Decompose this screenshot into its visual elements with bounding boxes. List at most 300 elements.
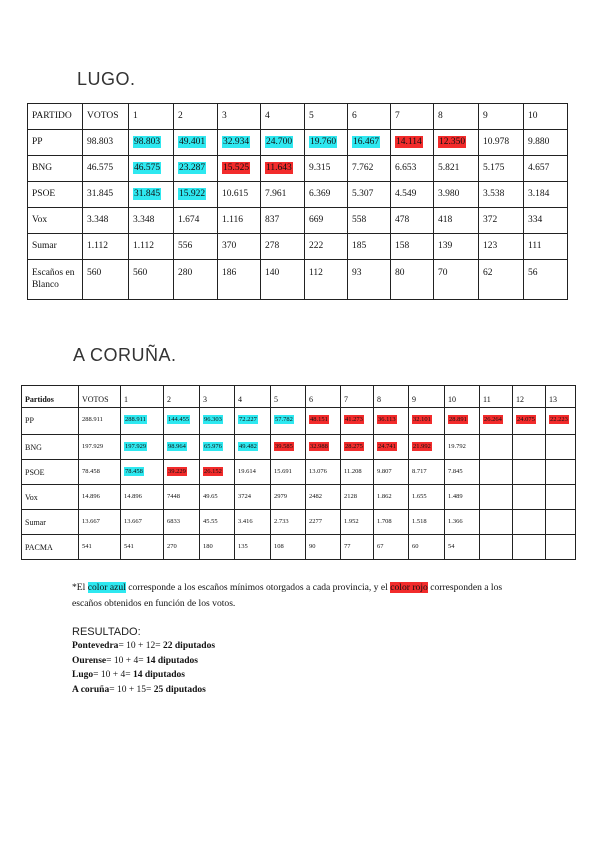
lugo-quotient-cell [434,208,479,234]
coruna-quotient-value: 13.667 [124,518,142,525]
coruna-quotient-cell [271,535,306,560]
lugo-party-cell: PP [28,130,83,156]
coruna-quotient-value: 3.416 [238,518,253,525]
lugo-quotient-value: 80 [395,268,405,278]
lugo-quotient-cell [434,182,479,208]
coruna-quotient-value: 19.792 [448,443,466,450]
coruna-quotient-value: 90 [309,543,316,550]
lugo-header-cell: 1 [129,104,174,130]
coruna-quotient-value: 49.65 [203,493,218,500]
lugo-quotient-cell [129,130,174,156]
coruna-quotient-value: 7.845 [448,468,463,475]
lugo-quotient-cell [174,234,218,260]
lugo-quotient-cell [218,182,261,208]
lugo-quotient-cell [129,234,174,260]
result-formula: = 10 + 12= [118,641,164,651]
coruna-quotient-cell [200,510,235,535]
lugo-quotient-cell [218,260,261,300]
lugo-quotient-value: 186 [222,268,237,278]
result-province: Lugo [72,670,94,680]
coruna-quotient-cell [374,460,409,485]
lugo-quotient-value: 3.184 [528,189,550,199]
lugo-quotient-cell [524,260,568,300]
coruna-title: A CORUÑA. [73,345,177,365]
coruna-quotient-value: 39.229 [168,468,186,475]
coruna-quotient-cell [546,460,576,485]
lugo-quotient-value: 32.934 [223,137,250,147]
coruna-quotient-value: 22.223 [550,416,568,423]
coruna-quotient-cell [235,435,271,460]
coruna-quotient-cell [445,460,480,485]
lugo-quotient-cell [174,208,218,234]
lugo-quotient-value: 278 [265,241,280,251]
lugo-quotient-cell [391,234,434,260]
result-formula: = 10 + 4= [106,655,146,666]
lugo-quotient-value: 98.803 [134,137,161,147]
coruna-quotient-cell [513,460,546,485]
coruna-party-cell: Vox [22,485,79,510]
lugo-quotient-value: 62 [483,268,493,278]
coruna-quotient-value: 60 [412,543,419,550]
lugo-header-cell: 10 [524,104,568,130]
coruna-quotient-value: 48.151 [310,416,328,423]
coruna-quotient-value: 77 [344,543,351,550]
lugo-quotient-value: 370 [222,241,237,251]
note-mid: corresponde a los escaños mínimos otorgados a cada provincia, y el [125,582,391,593]
coruna-header-cell: 5 [271,386,306,408]
coruna-quotient-cell [164,535,200,560]
coruna-quotient-cell [200,535,235,560]
lugo-quotient-cell [479,208,524,234]
lugo-quotient-value: 14.114 [396,137,422,147]
lugo-quotient-value: 6.369 [309,189,331,199]
lugo-votes-cell: 3.348 [83,208,129,234]
lugo-quotient-value: 24.700 [266,137,293,147]
coruna-quotient-cell [409,485,445,510]
coruna-row-bng [22,435,576,460]
result-province: Ourense [72,655,107,666]
note-rojo-highlight: color rojo [390,582,428,593]
lugo-quotient-cell [129,208,174,234]
coruna-seat-table [21,385,576,560]
coruna-quotient-cell [235,408,271,435]
lugo-party-cell: BNG [28,156,83,182]
result-line [72,656,198,666]
coruna-quotient-cell [341,460,374,485]
lugo-quotient-cell [391,260,434,300]
coruna-quotient-cell [374,510,409,535]
lugo-quotient-cell [391,208,434,234]
lugo-quotient-value: 556 [178,241,193,251]
lugo-quotient-cell [129,182,174,208]
lugo-quotient-value: 7.762 [352,163,374,173]
coruna-quotient-cell [164,435,200,460]
coruna-header-cell: 1 [121,386,164,408]
lugo-header-cell: 9 [479,104,524,130]
coruna-quotient-cell [341,535,374,560]
result-formula: = 10 + 15= [109,684,154,695]
coruna-quotient-value: 270 [167,543,177,550]
coruna-row-pp [22,408,576,435]
coruna-party-cell: PACMA [22,535,79,560]
lugo-quotient-value: 111 [528,241,542,251]
coruna-header-cell: 8 [374,386,409,408]
coruna-quotient-value: 9.807 [377,468,392,475]
lugo-quotient-cell [479,156,524,182]
coruna-quotient-value: 1.655 [412,493,427,500]
result-total: 25 diputados [153,684,206,695]
coruna-votes-cell: 78.458 [79,460,121,485]
note-suffix: corresponden a los escaños obtenidos en función de los votos. [72,582,503,609]
result-title: RESULTADO: [72,626,141,638]
coruna-quotient-cell [306,460,341,485]
lugo-quotient-value: 11.643 [266,163,292,173]
coruna-quotient-value: 135 [238,543,248,550]
coruna-quotient-cell [200,485,235,510]
coruna-quotient-cell [546,435,576,460]
lugo-quotient-cell [479,234,524,260]
lugo-quotient-value: 49.401 [179,137,206,147]
lugo-header-cell: 3 [218,104,261,130]
lugo-quotient-cell [174,260,218,300]
coruna-header-cell: 11 [480,386,513,408]
coruna-quotient-value: 541 [124,543,134,550]
lugo-quotient-cell [218,208,261,234]
coruna-quotient-cell [480,408,513,435]
coruna-quotient-value: 1.862 [377,493,392,500]
coruna-quotient-cell [235,535,271,560]
coruna-quotient-cell [235,460,271,485]
coruna-votes-cell: 541 [79,535,121,560]
coruna-quotient-cell [341,485,374,510]
lugo-quotient-value: 112 [309,268,323,278]
coruna-quotient-cell [374,408,409,435]
coruna-quotient-cell [409,535,445,560]
lugo-quotient-cell [391,182,434,208]
lugo-quotient-value: 3.980 [438,189,460,199]
coruna-quotient-cell [445,408,480,435]
lugo-quotient-value: 478 [395,215,410,225]
coruna-quotient-cell [409,510,445,535]
lugo-quotient-cell [434,234,479,260]
coruna-quotient-value: 2482 [309,493,322,500]
lugo-quotient-value: 140 [265,268,280,278]
lugo-quotient-value: 23.287 [179,163,206,173]
coruna-quotient-cell [271,510,306,535]
coruna-quotient-cell [513,510,546,535]
coruna-quotient-cell [235,510,271,535]
coruna-quotient-value: 197.929 [125,443,147,450]
coruna-quotient-cell [121,485,164,510]
lugo-header-cell: 2 [174,104,218,130]
lugo-quotient-value: 1.112 [133,241,155,251]
coruna-quotient-cell [164,408,200,435]
lugo-quotient-value: 334 [528,215,543,225]
lugo-quotient-value: 560 [133,268,148,278]
lugo-quotient-value: 3.348 [133,215,155,225]
lugo-quotient-cell [174,156,218,182]
coruna-quotient-value: 78.458 [125,468,143,475]
lugo-quotient-value: 4.549 [395,189,417,199]
lugo-quotient-value: 280 [178,268,193,278]
coruna-party-cell: PP [22,408,79,435]
coruna-quotient-value: 32.101 [413,416,431,423]
lugo-quotient-cell [261,234,305,260]
lugo-quotient-value: 46.575 [134,163,161,173]
result-province: Pontevedra [72,641,119,651]
lugo-header-cell: 5 [305,104,348,130]
coruna-quotient-cell [513,535,546,560]
lugo-quotient-cell [348,156,391,182]
coruna-quotient-cell [121,460,164,485]
lugo-quotient-value: 15.922 [179,189,206,199]
coruna-quotient-cell [513,435,546,460]
lugo-votes-cell: 98.803 [83,130,129,156]
coruna-row-vox [22,485,576,510]
lugo-quotient-value: 15.525 [223,163,250,173]
lugo-quotient-cell [479,260,524,300]
coruna-quotient-value: 54 [448,543,455,550]
coruna-quotient-value: 13.076 [309,468,327,475]
lugo-quotient-value: 19.760 [310,137,337,147]
coruna-header-cell: VOTOS [79,386,121,408]
coruna-quotient-cell [445,485,480,510]
coruna-header-cell: 3 [200,386,235,408]
lugo-party-cell: PSOE [28,182,83,208]
lugo-header-cell: VOTOS [83,104,129,130]
lugo-party-cell: Sumar [28,234,83,260]
coruna-quotient-cell [164,510,200,535]
lugo-quotient-cell [305,156,348,182]
coruna-row-sumar [22,510,576,535]
result-total: 14 diputados [145,655,198,666]
coruna-quotient-cell [445,435,480,460]
coruna-quotient-value: 26.152 [204,468,222,475]
lugo-quotient-cell [391,130,434,156]
coruna-quotient-cell [409,435,445,460]
coruna-quotient-value: 26.264 [484,416,502,423]
lugo-row-sumar [28,234,568,260]
lugo-title: LUGO. [77,69,136,89]
coruna-quotient-cell [121,408,164,435]
coruna-quotient-cell [200,435,235,460]
lugo-quotient-cell [305,208,348,234]
coruna-quotient-value: 1.952 [344,518,359,525]
coruna-quotient-value: 19.614 [238,468,256,475]
coruna-quotient-value: 98.964 [168,443,186,450]
coruna-header-row [22,386,576,408]
coruna-quotient-value: 1.366 [448,518,463,525]
lugo-votes-cell: 31.845 [83,182,129,208]
lugo-quotient-cell [348,182,391,208]
lugo-quotient-value: 185 [352,241,367,251]
lugo-quotient-value: 222 [309,241,324,251]
lugo-seat-table [27,103,568,300]
coruna-quotient-value: 72.227 [239,416,257,423]
lugo-quotient-cell [174,182,218,208]
lugo-quotient-value: 10.978 [483,137,510,147]
lugo-quotient-value: 6.653 [395,163,417,173]
lugo-row-pp [28,130,568,156]
coruna-quotient-value: 2979 [274,493,287,500]
coruna-quotient-cell [546,408,576,435]
color-legend-note [72,580,512,612]
lugo-quotient-value: 123 [483,241,498,251]
lugo-quotient-value: 158 [395,241,410,251]
coruna-quotient-cell [546,485,576,510]
coruna-quotient-cell [164,485,200,510]
coruna-header-cell: 9 [409,386,445,408]
coruna-quotient-value: 39.585 [275,443,293,450]
coruna-quotient-cell [164,460,200,485]
lugo-votes-cell: 1.112 [83,234,129,260]
lugo-quotient-value: 1.116 [222,215,244,225]
lugo-quotient-value: 558 [352,215,367,225]
lugo-party-cell: Vox [28,208,83,234]
lugo-quotient-value: 418 [438,215,453,225]
coruna-quotient-value: 57.782 [275,416,293,423]
lugo-quotient-cell [174,130,218,156]
result-line [72,641,215,651]
coruna-quotient-value: 2277 [309,518,322,525]
lugo-quotient-cell [391,156,434,182]
coruna-header-cell: 6 [306,386,341,408]
coruna-quotient-cell [480,510,513,535]
lugo-quotient-cell [348,208,391,234]
lugo-quotient-value: 5.821 [438,163,460,173]
coruna-quotient-value: 49.482 [239,443,257,450]
coruna-party-cell: BNG [22,435,79,460]
lugo-quotient-cell [218,156,261,182]
lugo-header-cell: 4 [261,104,305,130]
coruna-quotient-value: 24.741 [378,443,396,450]
lugo-header-cell: 8 [434,104,479,130]
lugo-quotient-value: 10.615 [222,189,249,199]
coruna-quotient-cell [480,460,513,485]
result-line [72,685,206,695]
coruna-votes-cell: 197.929 [79,435,121,460]
lugo-quotient-cell [261,182,305,208]
lugo-quotient-value: 5.307 [352,189,374,199]
coruna-quotient-cell [200,408,235,435]
coruna-quotient-value: 28.275 [345,443,363,450]
coruna-quotient-cell [546,510,576,535]
coruna-row-pacma [22,535,576,560]
coruna-quotient-cell [306,510,341,535]
coruna-quotient-value: 65.976 [204,443,222,450]
result-formula: = 10 + 4= [93,670,133,680]
coruna-quotient-cell [546,535,576,560]
coruna-quotient-value: 1.708 [377,518,392,525]
coruna-quotient-value: 288.911 [125,416,146,423]
lugo-quotient-value: 12.350 [439,137,466,147]
lugo-quotient-value: 837 [265,215,280,225]
note-azul-highlight: color azul [87,582,126,593]
lugo-row-vox [28,208,568,234]
coruna-quotient-value: 2128 [344,493,357,500]
coruna-quotient-value: 1.489 [448,493,463,500]
result-province: A coruña [72,684,110,695]
lugo-quotient-cell [305,234,348,260]
coruna-quotient-cell [200,460,235,485]
lugo-party-cell: Escaños en Blanco [28,260,83,300]
result-line [72,670,185,680]
coruna-quotient-value: 1.518 [412,518,427,525]
coruna-quotient-value: 45.55 [203,518,218,525]
coruna-header-cell: 10 [445,386,480,408]
coruna-quotient-value: 11.208 [344,468,362,475]
coruna-quotient-cell [271,408,306,435]
coruna-quotient-value: 28.891 [449,416,467,423]
coruna-quotient-cell [341,435,374,460]
coruna-quotient-cell [235,485,271,510]
lugo-quotient-value: 372 [483,215,498,225]
lugo-quotient-value: 669 [309,215,324,225]
lugo-quotient-cell [305,182,348,208]
coruna-quotient-cell [513,485,546,510]
lugo-quotient-cell [261,130,305,156]
coruna-quotient-value: 8.717 [412,468,427,475]
coruna-quotient-value: 96.303 [204,416,222,423]
result-total: 14 diputados [132,670,185,680]
lugo-quotient-cell [434,156,479,182]
lugo-header-row [28,104,568,130]
coruna-quotient-value: 14.896 [124,493,142,500]
lugo-quotient-value: 4.657 [528,163,550,173]
lugo-quotient-cell [348,234,391,260]
lugo-quotient-value: 7.961 [265,189,287,199]
lugo-quotient-cell [218,234,261,260]
coruna-quotient-value: 21.992 [413,443,431,450]
coruna-quotient-cell [121,435,164,460]
lugo-quotient-cell [129,260,174,300]
coruna-quotient-cell [121,535,164,560]
coruna-header-cell: 12 [513,386,546,408]
coruna-votes-cell: 288.911 [79,408,121,435]
lugo-quotient-value: 70 [438,268,448,278]
lugo-header-cell: PARTIDO [28,104,83,130]
coruna-quotient-cell [480,485,513,510]
lugo-quotient-cell [261,260,305,300]
lugo-quotient-cell [261,208,305,234]
coruna-quotient-cell [271,485,306,510]
coruna-quotient-cell [480,435,513,460]
coruna-quotient-value: 32.988 [310,443,328,450]
lugo-quotient-cell [434,260,479,300]
coruna-votes-cell: 13.667 [79,510,121,535]
lugo-votes-cell: 560 [83,260,129,300]
coruna-row-psoe [22,460,576,485]
lugo-quotient-cell [479,182,524,208]
lugo-quotient-value: 5.175 [483,163,505,173]
coruna-quotient-value: 2.733 [274,518,289,525]
coruna-quotient-cell [374,435,409,460]
lugo-quotient-cell [524,182,568,208]
coruna-quotient-cell [480,535,513,560]
coruna-quotient-cell [513,408,546,435]
lugo-quotient-value: 139 [438,241,453,251]
coruna-quotient-value: 15.691 [274,468,292,475]
lugo-quotient-cell [305,260,348,300]
coruna-quotient-cell [306,408,341,435]
coruna-quotient-cell [271,460,306,485]
coruna-header-cell: 13 [546,386,576,408]
coruna-quotient-cell [306,435,341,460]
lugo-header-cell: 7 [391,104,434,130]
lugo-quotient-cell [348,130,391,156]
coruna-quotient-cell [341,408,374,435]
coruna-party-cell: Sumar [22,510,79,535]
